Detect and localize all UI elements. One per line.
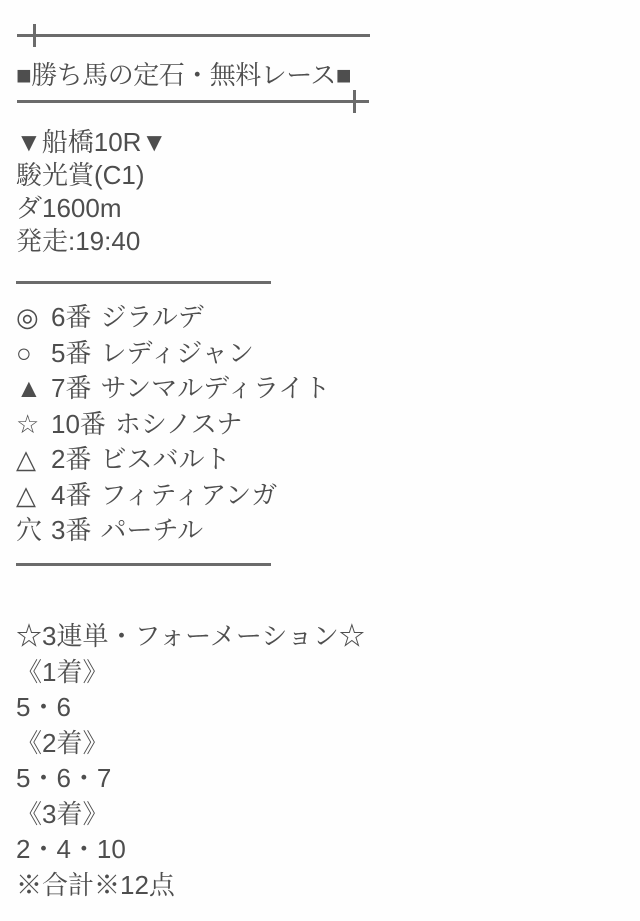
race-name: 駿光賞(C1) bbox=[16, 160, 145, 190]
pick-row bbox=[16, 442, 330, 478]
formation-first-label: 《1着》 bbox=[16, 656, 109, 687]
pick-number: 7番 bbox=[51, 373, 92, 403]
race-start-time: 発走:19:40 bbox=[16, 226, 141, 256]
formation-second-numbers: 5・6・7 bbox=[16, 763, 112, 793]
formation-first-numbers: 5・6 bbox=[16, 692, 71, 722]
race-venue-number: ▼船橋10R▼ bbox=[16, 127, 168, 157]
formation-third-numbers: 2・4・10 bbox=[16, 834, 126, 864]
pick-row bbox=[16, 513, 330, 549]
top-border-line bbox=[17, 34, 370, 37]
pick-mark-renka: △ bbox=[16, 444, 36, 474]
pick-mark-taikou: ○ bbox=[16, 337, 32, 368]
pick-row bbox=[16, 371, 330, 407]
race-info-block bbox=[16, 126, 167, 258]
pick-horse-name: ホシノスナ bbox=[114, 408, 243, 439]
pick-mark-ana: 穴 bbox=[16, 515, 43, 545]
pick-horse-name: レディジャン bbox=[100, 337, 254, 368]
pick-number: 6番 bbox=[51, 302, 92, 332]
top-border-cross-tick bbox=[33, 24, 36, 47]
pick-row bbox=[16, 300, 330, 336]
pick-row bbox=[16, 478, 330, 514]
divider-below-picks bbox=[16, 563, 271, 566]
pick-mark-renka: △ bbox=[16, 479, 36, 510]
pick-row bbox=[16, 336, 330, 372]
pick-number: 5番 bbox=[51, 337, 92, 368]
race-course-distance: ダ1600m bbox=[16, 193, 122, 223]
page-title: ■勝ち馬の定石・無料レース■ bbox=[16, 60, 352, 90]
pick-number: 4番 bbox=[51, 479, 92, 510]
pick-horse-name: ビスバルト bbox=[100, 444, 231, 474]
divider-above-picks bbox=[16, 281, 271, 284]
formation-second-label: 《2着》 bbox=[16, 727, 109, 758]
pick-number: 2番 bbox=[51, 444, 92, 474]
formation-heading: ☆3連単・フォーメーション☆ bbox=[16, 621, 365, 651]
pick-horse-name: ジラルデ bbox=[100, 302, 204, 332]
pick-mark-tanana: ▲ bbox=[16, 373, 42, 403]
pick-number: 3番 bbox=[51, 515, 92, 545]
formation-block bbox=[16, 619, 365, 903]
picks-list bbox=[16, 300, 330, 549]
pick-row bbox=[16, 407, 330, 443]
formation-third-label: 《3着》 bbox=[16, 798, 109, 829]
pick-horse-name: フィティアンガ bbox=[100, 479, 278, 510]
pick-mark-honmei: ◎ bbox=[16, 302, 39, 332]
header-bottom-border-line bbox=[17, 100, 369, 103]
pick-number: 10番 bbox=[51, 408, 106, 439]
formation-total-points: ※合計※12点 bbox=[16, 869, 175, 900]
pick-mark-star: ☆ bbox=[16, 408, 40, 439]
pick-horse-name: サンマルディライト bbox=[100, 373, 331, 403]
pick-horse-name: パーチル bbox=[100, 515, 204, 545]
header-border-cross-tick bbox=[353, 90, 356, 113]
